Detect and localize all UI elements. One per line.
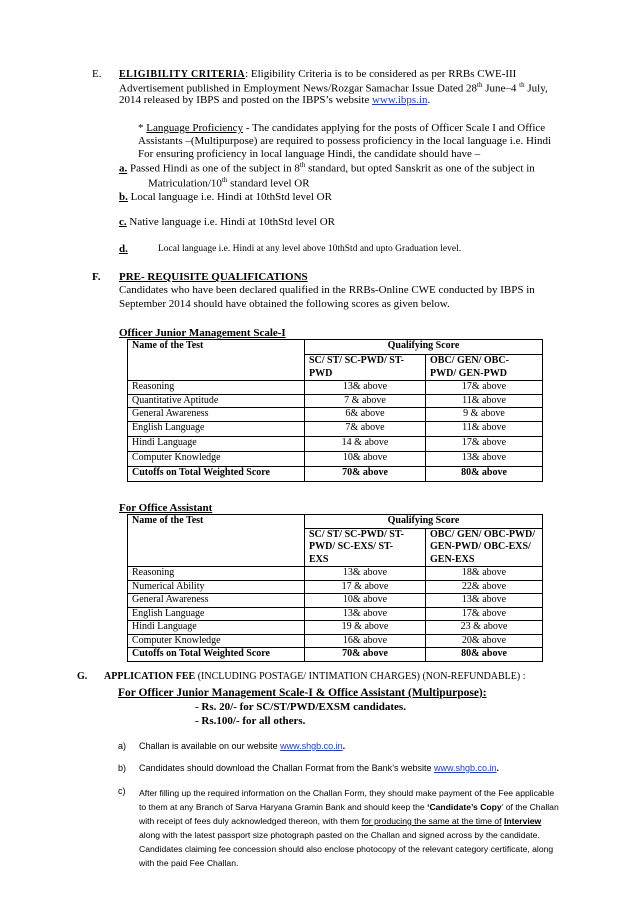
sup-th: th — [519, 81, 525, 89]
table-row — [128, 594, 543, 608]
table-row — [128, 634, 543, 648]
test-name: Cutoffs on Total Weighted Score — [128, 466, 305, 481]
period: . — [342, 741, 346, 751]
table-row — [128, 381, 543, 395]
score-general: 80& above — [426, 648, 543, 662]
point-c-line — [139, 814, 590, 828]
period: . — [427, 94, 431, 106]
interview-word: Interview — [503, 816, 542, 826]
language-proficiency-line3: For ensuring proficiency in local language Hindi, the candidate should have – — [138, 148, 481, 160]
language-proficiency-line1 — [138, 122, 545, 136]
table-row — [128, 408, 543, 422]
application-fee-heading-rest: (INCLUDING POSTAGE/ INTIMATION CHARGES) (NON-REFUNDABLE) : — [195, 671, 526, 682]
score-reserved: 13& above — [305, 567, 426, 581]
fee-reserved: - Rs. 20/- for SC/ST/PWD/EXSM candidates. — [195, 701, 406, 713]
point-c-text: with receipt of fees duly acknowledged thereon, with them — [139, 816, 362, 826]
table-row — [128, 436, 543, 451]
eligibility-line2-post: July, — [524, 82, 548, 95]
header-line: GEN-EXS — [430, 553, 475, 565]
score-reserved: 10& above — [305, 451, 426, 466]
option-a-line2-text: Matriculation/10 — [148, 177, 222, 190]
score-general: 18& above — [426, 567, 543, 581]
option-a-text: Passed Hindi as one of the subject in 8 — [127, 162, 300, 175]
score-reserved: 17 & above — [305, 580, 426, 594]
table-row — [128, 648, 543, 662]
test-name: Hindi Language — [128, 621, 305, 635]
point-a-content — [139, 741, 345, 752]
option-b-label: b. — [119, 191, 128, 203]
col-header-reserved — [305, 355, 426, 381]
shgb-link[interactable]: www.shgb.co.in — [280, 741, 343, 751]
test-name: Quantitative Aptitude — [128, 394, 305, 408]
table-row — [128, 466, 543, 481]
ibps-link[interactable]: www.ibps.in — [371, 94, 428, 106]
eligibility-line2: Advertisement published in Employment News/Rozgar Samachar Issue Dated 28 — [119, 82, 478, 95]
eligibility-intro: : Eligibility Criteria is to be considered as per RRBs CWE-III — [245, 68, 517, 80]
point-b-content — [139, 763, 499, 774]
col-header-test: Name of the Test — [128, 515, 305, 567]
point-c-line: After filling up the required information on the Challan Form, they should make payment of the Fee applicable — [139, 788, 555, 798]
point-c-text: ’ of the Challan — [501, 802, 559, 812]
table-row — [128, 580, 543, 594]
point-c — [139, 786, 590, 870]
score-reserved: 13& above — [305, 607, 426, 621]
assistant-table-caption: For Office Assistant — [119, 502, 213, 514]
test-name: Computer Knowledge — [128, 451, 305, 466]
header-line: GEN-PWD/ OBC-EXS/ — [430, 541, 531, 552]
score-general: 9 & above — [426, 408, 543, 422]
score-reserved: 70& above — [305, 648, 426, 662]
point-c-line: Candidates claiming fee concession should also enclose photocopy of the relevant category certificate, along — [139, 844, 554, 854]
section-f-heading: PRE- REQUISITE QUALIFICATIONS — [119, 271, 308, 283]
col-header-score: Qualifying Score — [305, 515, 543, 529]
point-b-text: Candidates should download the Challan Format from the Bank’s website — [139, 763, 435, 773]
asterisk: * — [138, 122, 147, 134]
test-name: Hindi Language — [128, 436, 305, 451]
header-line: SC/ ST/ SC-PWD/ ST- — [309, 528, 404, 540]
header-line: EXS — [309, 553, 329, 565]
score-general: 23 & above — [426, 621, 543, 635]
score-general: 11& above — [426, 394, 543, 408]
section-e-letter: E. — [92, 68, 102, 80]
score-reserved: 7 & above — [305, 394, 426, 408]
score-general: 17& above — [426, 381, 543, 395]
score-reserved: 10& above — [305, 594, 426, 608]
score-general: 17& above — [426, 436, 543, 451]
table-row — [128, 607, 543, 621]
application-fee-heading: APPLICATION FEE — [104, 671, 196, 682]
section-f-letter: F. — [92, 271, 101, 283]
sup-th: th — [477, 81, 483, 89]
point-a-text: Challan is available on our website — [139, 741, 281, 751]
table-row — [128, 421, 543, 436]
sup-th: th — [221, 176, 228, 184]
score-reserved: 13& above — [305, 381, 426, 395]
col-header-general — [426, 355, 543, 381]
eligibility-heading: ELIGIBILITY CRITERIA — [119, 69, 246, 80]
point-a — [118, 741, 346, 752]
score-general: 20& above — [426, 634, 543, 648]
test-name: Computer Knowledge — [128, 634, 305, 648]
language-proficiency-line2: Assistants –(Multipurpose) are required to possess proficiency in the local language i.e. Hindi — [138, 135, 552, 147]
option-a-line2-post: standard level OR — [227, 177, 310, 190]
fee-others: - Rs.100/- for all others. — [195, 715, 306, 727]
language-proficiency-heading: Language Proficiency — [146, 122, 244, 134]
header-line: PWD/ GEN-PWD — [430, 367, 507, 379]
col-header-score: Qualifying Score — [305, 340, 543, 355]
point-c-label: c) — [118, 786, 126, 796]
score-reserved: 7& above — [305, 421, 426, 436]
option-c-label: c. — [119, 216, 127, 228]
header-line: SC/ ST/ SC-PWD/ ST- — [309, 355, 404, 366]
test-name: General Awareness — [128, 408, 305, 422]
option-c-text: Native language i.e. Hindi at 10thStd level OR — [126, 216, 335, 228]
score-reserved: 19 & above — [305, 621, 426, 635]
period: . — [496, 763, 500, 773]
test-name: Numerical Ability — [128, 580, 305, 594]
point-b-label: b) — [118, 763, 127, 773]
test-name: English Language — [128, 607, 305, 621]
option-b — [119, 191, 332, 205]
option-c — [119, 216, 335, 230]
table-row — [128, 394, 543, 408]
score-general: 13& above — [426, 594, 543, 608]
point-c-underlined: for producing the same at the time of — [361, 816, 502, 826]
option-b-text: Local language i.e. Hindi at 10thStd level OR — [127, 191, 332, 203]
option-d-label: d. — [119, 243, 128, 255]
option-a — [119, 161, 535, 176]
score-reserved: 14 & above — [305, 436, 426, 451]
score-reserved: 16& above — [305, 634, 426, 648]
eligibility-line3: 2014 released by IBPS and posted on the IBPS’s website — [119, 94, 372, 106]
col-header-general — [426, 528, 543, 567]
score-general: 13& above — [426, 451, 543, 466]
test-name: English Language — [128, 421, 305, 436]
score-general: 80& above — [426, 466, 543, 481]
score-general: 11& above — [426, 421, 543, 436]
section-e-line1 — [119, 68, 592, 82]
test-name: General Awareness — [128, 594, 305, 608]
header-line: OBC/ GEN/ OBC-PWD/ — [430, 528, 536, 540]
header-line: PWD/ SC-EXS/ ST- — [309, 541, 394, 552]
point-a-label: a) — [118, 741, 127, 751]
option-d — [119, 243, 462, 257]
test-name: Reasoning — [128, 381, 305, 395]
header-line: PWD — [309, 367, 333, 379]
option-d-text: Local language i.e. Hindi at any level above 10thStd and upto Graduation level. — [158, 244, 462, 254]
point-b — [118, 763, 500, 774]
score-reserved: 70& above — [305, 466, 426, 481]
section-f-text2: September 2014 should have obtained the following scores as given below. — [119, 298, 450, 310]
point-c-line: along with the latest passport size photograph pasted on the Challan and signed across by the candidate. — [139, 830, 540, 840]
score-general: 17& above — [426, 607, 543, 621]
assistant-qualifying-table — [127, 514, 543, 662]
section-f-text1: Candidates who have been declared qualified in the RRBs-Online CWE conducted by IBPS in — [119, 284, 535, 296]
section-g-letter: G. — [77, 671, 88, 682]
option-a-text2: standard, but opted Sanskrit as one of the subject in — [305, 162, 535, 175]
header-line: OBC/ GEN/ OBC- — [430, 355, 509, 366]
point-c-line — [139, 800, 590, 814]
table-row — [128, 621, 543, 635]
shgb-link[interactable]: www.shgb.co.in — [434, 763, 497, 773]
test-name: Reasoning — [128, 567, 305, 581]
candidates-copy: ‘Candidate’s Copy — [427, 802, 502, 812]
score-reserved: 6& above — [305, 408, 426, 422]
option-a-label: a. — [119, 162, 128, 175]
sup-th: th — [299, 161, 306, 169]
eligibility-line2-mid: June–4 — [482, 82, 520, 95]
language-proficiency-text: - The candidates applying for the posts of Officer Scale I and Office — [243, 122, 546, 134]
score-general: 22& above — [426, 580, 543, 594]
option-a-line2 — [148, 176, 310, 191]
officer-qualifying-table — [127, 339, 543, 482]
test-name: Cutoffs on Total Weighted Score — [128, 648, 305, 662]
point-c-line: with the paid Fee Challan. — [139, 858, 239, 868]
point-c-text: to them at any Branch of Sarva Haryana Gramin Bank and should keep the — [139, 802, 428, 812]
table-row — [128, 567, 543, 581]
officer-table-caption: Officer Junior Management Scale-I — [119, 327, 286, 339]
section-g-heading-line — [104, 671, 526, 684]
table-row — [128, 451, 543, 466]
fee-subheading: For Officer Junior Management Scale-I & Office Assistant (Multipurpose): — [118, 687, 487, 699]
section-e-line3 — [119, 94, 430, 108]
col-header-reserved — [305, 528, 426, 567]
col-header-test: Name of the Test — [128, 340, 305, 381]
